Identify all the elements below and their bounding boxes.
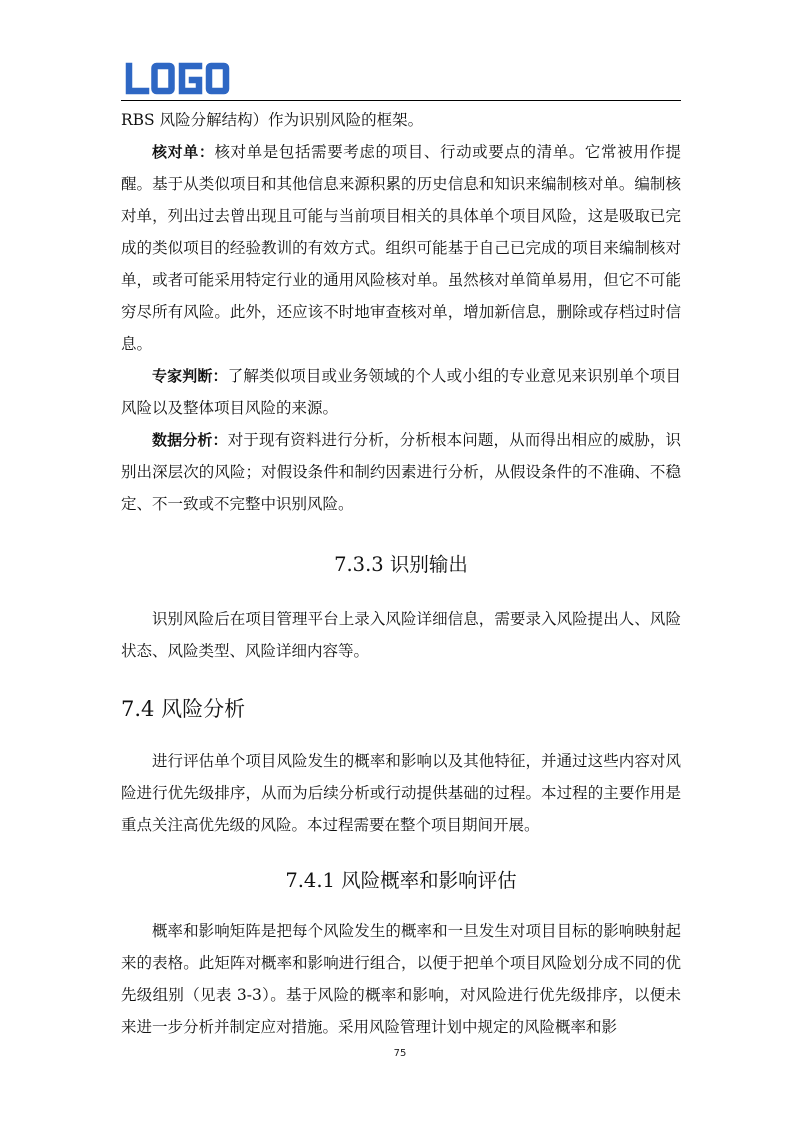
document-body xyxy=(121,104,681,1043)
term-checklist: 核对单： xyxy=(152,143,215,161)
logo-letter-g xyxy=(182,66,199,91)
paragraph-checklist xyxy=(121,136,681,360)
logo-letter-o xyxy=(155,66,172,91)
paragraph-risk-analysis: 进行评估单个项目风险发生的概率和影响以及其他特征，并通过这些内容对风险进行优先级排序，从而为后续分析或行动提供基础的过程。本过程的主要作用是重点关注高优先级的风险。本过程需要在整个项目期间开展。 xyxy=(121,752,681,834)
paragraph-rbs-continuation: RBS 风险分解结构）作为识别风险的框架。 xyxy=(121,111,424,129)
data-analysis-text: 对于现有资料进行分析，分析根本问题，从而得出相应的威胁，识别出深层次的风险；对假设条件和制约因素进行分析，从假设条件的不准确、不稳定、不一致或不完整中识别风险。 xyxy=(121,431,681,513)
paragraph-data-analysis xyxy=(121,424,681,520)
page-number: 75 xyxy=(393,1048,407,1059)
paragraph-expert-judgment xyxy=(121,360,681,424)
checklist-text: 核对单是包括需要考虑的项目、行动或要点的清单。它常被用作提醒。基于从类似项目和其他信息来源积累的历史信息和知识来编制核对单。编制核对单，列出过去曾出现且可能与当前项目相关的具体单个项目风险，这是吸取已完成的类似项目的经验教训的有效方式。组织可能基于自己已完成的项目来编制核对单，或者可能采用特定行业的通用风险核对单。虽然核对单简单易用，但它不可能穷尽所有风险。此外，还应该不时地审查核对单，增加新信息，删除或存档过时信息。 xyxy=(121,143,681,353)
heading-7-4: 7.4 风险分析 xyxy=(121,697,246,721)
term-data-analysis: 数据分析： xyxy=(152,431,228,449)
heading-7-3-3: 7.3.3 识别输出 xyxy=(334,553,468,576)
logo xyxy=(124,60,234,98)
heading-7-4-1: 7.4.1 风险概率和影响评估 xyxy=(285,869,517,892)
expert-judgment-text: 了解类似项目或业务领域的个人或小组的专业意见来识别单个项目风险以及整体项目风险的来源。 xyxy=(121,367,681,417)
logo-letter-o-2 xyxy=(209,66,226,91)
header-divider xyxy=(121,100,681,101)
logo-letter-l xyxy=(129,66,146,91)
paragraph-identify-output: 识别风险后在项目管理平台上录入风险详细信息，需要录入风险提出人、风险状态、风险类型、风险详细内容等。 xyxy=(121,610,681,660)
paragraph-probability-impact: 概率和影响矩阵是把每个风险发生的概率和一旦发生对项目目标的影响映射起来的表格。此矩阵对概率和影响进行组合，以便于把单个项目风险划分成不同的优先级组别（见表 3-3）。基于风险的概率和影响，对风险进行优先级排序，以便未来进一步分析并制定应对措施。采用风险管理计划中规定的风险概率和影 xyxy=(121,922,681,1036)
term-expert-judgment: 专家判断： xyxy=(152,367,228,385)
